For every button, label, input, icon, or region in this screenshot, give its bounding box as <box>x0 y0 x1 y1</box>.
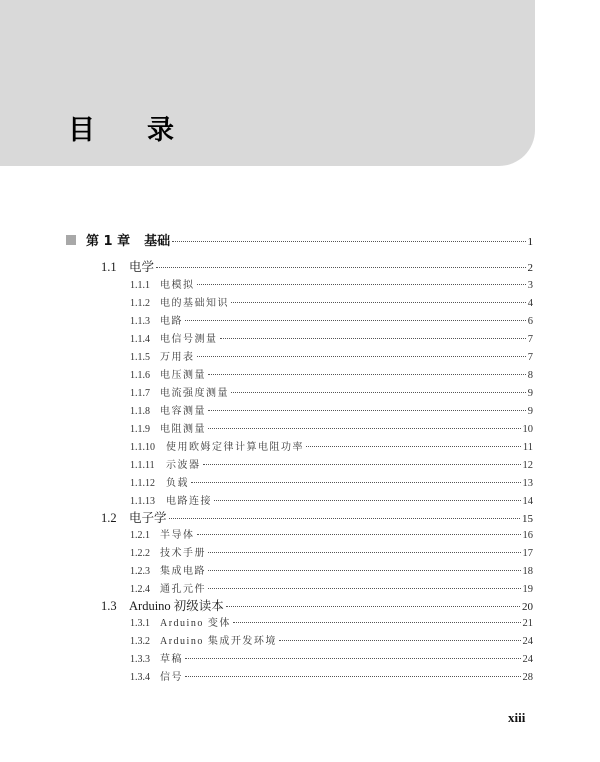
entry-page: 24 <box>522 654 533 665</box>
entry-title: 电阻测量 <box>160 424 206 435</box>
entry-title: 技术手册 <box>160 548 206 559</box>
dot-leader <box>208 552 521 553</box>
entry-page: 9 <box>527 406 533 417</box>
entry-number: 1.1.12 <box>130 478 155 489</box>
entry-page: 24 <box>522 636 533 647</box>
dot-leader <box>208 428 521 429</box>
dot-leader <box>185 320 526 321</box>
entry-number: 1.1.11 <box>130 460 155 471</box>
entry-number: 1.1.6 <box>130 370 150 381</box>
entry-page: 2 <box>527 262 533 274</box>
page-title <box>68 108 174 147</box>
page-title-char-2: 录 <box>147 115 174 146</box>
dot-leader <box>208 570 521 571</box>
toc-entry[interactable] <box>130 438 533 453</box>
entry-page: 18 <box>522 566 533 577</box>
entry-title: 电流强度测量 <box>160 388 229 399</box>
entry-number: 1.1.7 <box>130 388 150 399</box>
dot-leader <box>197 284 526 285</box>
toc-entry[interactable] <box>130 492 533 507</box>
entry-page: 17 <box>522 548 533 559</box>
dot-leader <box>185 658 521 659</box>
dot-leader <box>197 356 526 357</box>
entry-number: 1.1.8 <box>130 406 150 417</box>
entry-title: 集成电路 <box>160 566 206 577</box>
chapter-number: 第 1 章 <box>86 234 131 249</box>
entry-number: 1.3.4 <box>130 672 150 683</box>
entry-number: 1.1.3 <box>130 316 150 327</box>
dot-leader <box>306 446 521 447</box>
dot-leader <box>185 676 521 677</box>
entry-title: 信号 <box>160 672 183 683</box>
toc-entry[interactable] <box>130 312 533 327</box>
entry-page: 6 <box>527 316 533 327</box>
dot-leader <box>208 374 526 375</box>
toc-entry[interactable] <box>130 580 533 595</box>
toc-entry[interactable] <box>130 366 533 381</box>
entry-page: 20 <box>522 601 533 613</box>
toc-entry[interactable] <box>130 276 533 291</box>
entry-page: 4 <box>527 298 533 309</box>
entry-title: 电信号测量 <box>160 334 218 345</box>
entry-title: 电模拟 <box>160 280 195 291</box>
toc-entry[interactable] <box>130 420 533 435</box>
entry-page: 3 <box>527 280 533 291</box>
entry-number: 1.2.3 <box>130 566 150 577</box>
entry-page: 16 <box>522 530 533 541</box>
entry-number: 1.2.2 <box>130 548 150 559</box>
entry-number: 1.3.2 <box>130 636 150 647</box>
dot-leader <box>231 302 526 303</box>
chapter-title: 基础 <box>144 234 171 249</box>
entry-title: 使用欧姆定律计算电阻功率 <box>166 442 304 453</box>
toc-entry[interactable] <box>130 544 533 559</box>
entry-number: 1.1.5 <box>130 352 150 363</box>
toc-entry[interactable] <box>101 257 533 275</box>
chapter-page: 1 <box>527 236 533 248</box>
entry-title: Arduino 集成开发环境 <box>160 636 277 647</box>
entry-number: 1.3.3 <box>130 654 150 665</box>
toc-entry[interactable] <box>130 526 533 541</box>
entry-title: 电容测量 <box>160 406 206 417</box>
entry-page: 28 <box>522 672 533 683</box>
entry-page: 8 <box>527 370 533 381</box>
entry-page: 19 <box>522 584 533 595</box>
toc-chapter-1[interactable] <box>66 230 533 249</box>
toc-entry[interactable] <box>130 614 533 629</box>
toc-entry[interactable] <box>101 596 533 614</box>
entry-page: 7 <box>527 352 533 363</box>
entry-title: 电路连接 <box>166 496 212 507</box>
dot-leader <box>279 640 521 641</box>
toc-entry[interactable] <box>130 632 533 647</box>
entry-number: 1.3.1 <box>130 618 150 629</box>
dot-leader <box>214 500 521 501</box>
dot-leader <box>156 267 525 268</box>
entry-number: 1.1.13 <box>130 496 155 507</box>
entry-number: 1.1.9 <box>130 424 150 435</box>
entry-title: 电学 <box>129 260 155 274</box>
dot-leader <box>208 410 526 411</box>
entry-title: 电路 <box>160 316 183 327</box>
dot-leader <box>233 622 521 623</box>
dot-leader <box>208 588 521 589</box>
entry-page: 13 <box>522 478 533 489</box>
dot-leader <box>172 241 525 242</box>
toc-entry[interactable] <box>130 456 533 471</box>
entry-title: Arduino 变体 <box>160 618 231 629</box>
toc-entry[interactable] <box>130 474 533 489</box>
toc-entry[interactable] <box>130 348 533 363</box>
entry-title: 电子学 <box>129 511 167 525</box>
entry-number: 1.1.4 <box>130 334 150 345</box>
entry-title: 万用表 <box>160 352 195 363</box>
dot-leader <box>203 464 521 465</box>
page-folio: xiii <box>508 710 526 725</box>
entry-number: 1.1.1 <box>130 280 150 291</box>
entry-number: 1.1.10 <box>130 442 155 453</box>
toc-entry[interactable] <box>130 668 533 683</box>
entry-number: 1.1 <box>101 260 117 274</box>
entry-page: 12 <box>522 460 533 471</box>
entry-number: 1.2.1 <box>130 530 150 541</box>
dot-leader <box>197 534 521 535</box>
dot-leader <box>191 482 521 483</box>
page-title-char-1: 目 <box>68 115 95 146</box>
entry-title: 示波器 <box>166 460 201 471</box>
entry-title: 电压测量 <box>160 370 206 381</box>
toc-entry[interactable] <box>101 508 533 526</box>
entry-number: 1.2.4 <box>130 584 150 595</box>
entry-title: 电的基础知识 <box>160 298 229 309</box>
dot-leader <box>220 338 526 339</box>
dot-leader <box>226 606 520 607</box>
entry-number: 1.1.2 <box>130 298 150 309</box>
toc-entry[interactable] <box>130 402 533 417</box>
toc-entry[interactable] <box>130 330 533 345</box>
entry-title: Arduino 初级读本 <box>129 599 224 613</box>
entry-title: 通孔元件 <box>160 584 206 595</box>
toc-entry[interactable] <box>130 384 533 399</box>
toc-entry[interactable] <box>130 562 533 577</box>
entry-number: 1.3 <box>101 599 117 613</box>
entry-title: 半导体 <box>160 530 195 541</box>
entry-title: 负载 <box>166 478 189 489</box>
entry-page: 11 <box>522 442 533 453</box>
entry-page: 10 <box>522 424 533 435</box>
dot-leader <box>169 518 520 519</box>
entry-page: 9 <box>527 388 533 399</box>
entry-page: 15 <box>522 513 533 525</box>
dot-leader <box>231 392 526 393</box>
square-bullet-icon <box>66 235 76 245</box>
entry-title: 草稿 <box>160 654 183 665</box>
entry-number: 1.2 <box>101 511 117 525</box>
entry-page: 14 <box>522 496 533 507</box>
toc-entry[interactable] <box>130 294 533 309</box>
entry-page: 7 <box>527 334 533 345</box>
entry-page: 21 <box>522 618 533 629</box>
toc-entry[interactable] <box>130 650 533 665</box>
